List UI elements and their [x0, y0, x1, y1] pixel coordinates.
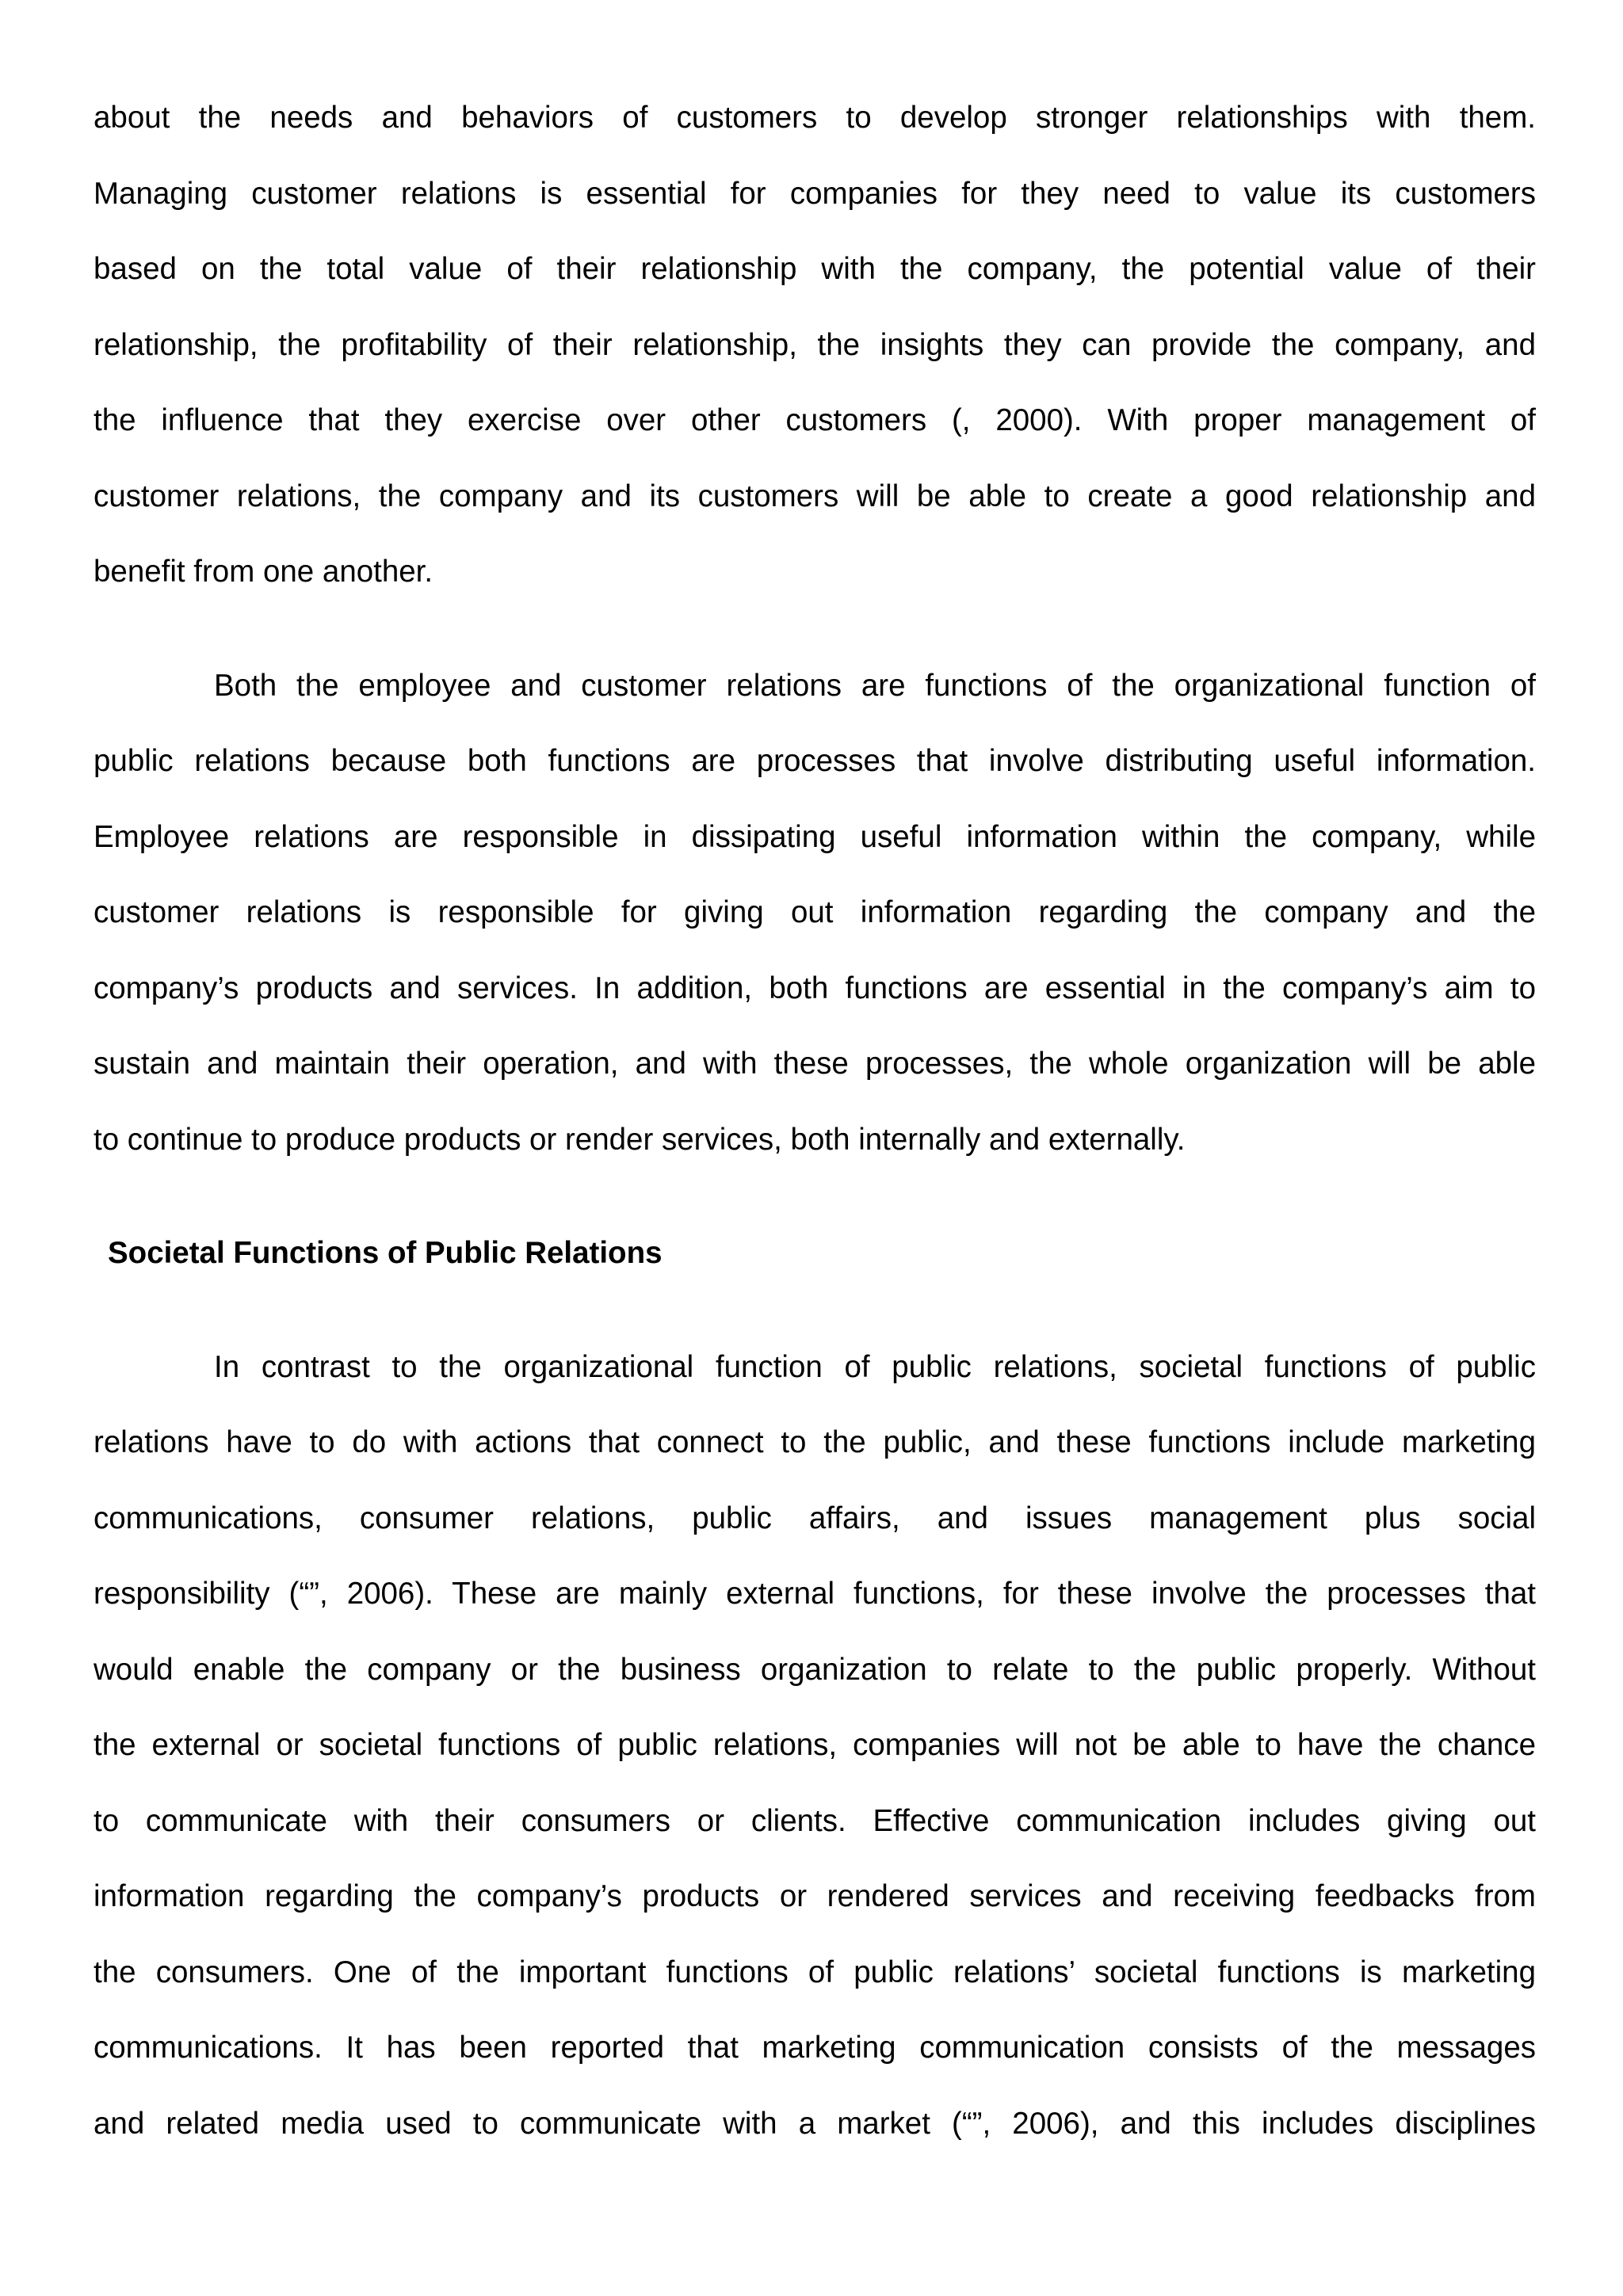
- text-line: the influence that they exercise over other customers (, 2000). With proper management of: [94, 403, 1536, 437]
- text-line: sustain and maintain their operation, and with these processes, the whole organization will be able: [94, 1047, 1536, 1081]
- text-line: benefit from one another.: [94, 555, 433, 589]
- text-line: customer relations is responsible for giving out information regarding the company and the: [94, 895, 1536, 929]
- text-line: company’s products and services. In addition, both functions are essential in the company’s aim to: [94, 971, 1536, 1005]
- text-line: Managing customer relations is essential for companies for they need to value its customers: [94, 176, 1536, 211]
- text-line: based on the total value of their relationship with the company, the potential value of their: [94, 252, 1536, 286]
- text-line: would enable the company or the business organization to relate to the public properly. Without: [94, 1652, 1536, 1687]
- text-line: Employee relations are responsible in dissipating useful information within the company, while: [94, 819, 1536, 854]
- text-line: information regarding the company’s products or rendered services and receiving feedbacks from: [94, 1879, 1536, 1913]
- paragraph-societal-functions: [94, 1329, 1536, 2162]
- text-line: relations have to do with actions that connect to the public, and these functions include marketing: [94, 1425, 1536, 1459]
- text-line: to continue to produce products or render services, both internally and externally.: [94, 1122, 1186, 1157]
- text-line: In contrast to the organizational function of public relations, societal functions of public: [214, 1349, 1536, 1384]
- text-line: to communicate with their consumers or clients. Effective communication includes giving out: [94, 1803, 1536, 1838]
- text-line: and related media used to communicate with a market (“”, 2006), and this includes disciplines: [94, 2106, 1536, 2141]
- text-line: customer relations, the company and its customers will be able to create a good relationship and: [94, 479, 1536, 513]
- text-line: communications. It has been reported that marketing communication consists of the messages: [94, 2031, 1536, 2065]
- text-line: Both the employee and customer relations are functions of the organizational function of: [214, 668, 1536, 703]
- text-line: about the needs and behaviors of customers to develop stronger relationships with them.: [94, 101, 1536, 135]
- text-line: the consumers. One of the important functions of public relations’ societal functions is marketing: [94, 1955, 1536, 1989]
- text-line: communications, consumer relations, public affairs, and issues management plus social: [94, 1501, 1536, 1535]
- paragraph-customer-relations: [94, 80, 1536, 610]
- text-line: the external or societal functions of public relations, companies will not be able to have the chance: [94, 1728, 1536, 1762]
- text-line: responsibility (“”, 2006). These are mainly external functions, for these involve the processes that: [94, 1577, 1536, 1611]
- section-heading: Societal Functions of Public Relations: [108, 1236, 663, 1270]
- text-line: relationship, the profitability of their relationship, the insights they can provide the company, and: [94, 327, 1536, 362]
- text-line: public relations because both functions are processes that involve distributing useful information.: [94, 744, 1536, 778]
- paragraph-employee-customer-relations: [94, 648, 1536, 1178]
